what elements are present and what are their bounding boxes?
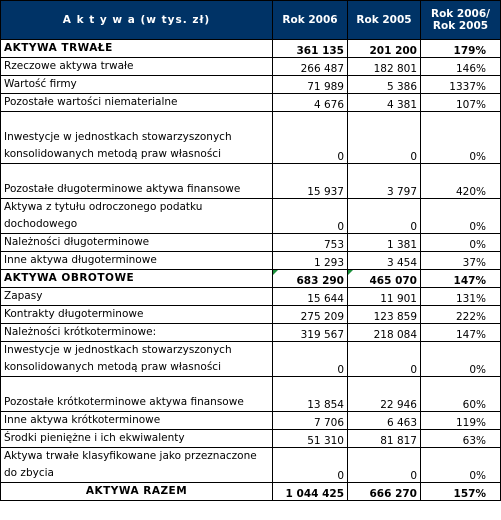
- table-row: [1, 112, 501, 164]
- row-label: Należności krótkoterminowe:: [1, 324, 273, 342]
- value-2005: 0: [348, 112, 421, 164]
- row-label: Należności długoterminowe: [1, 234, 273, 252]
- value-2006: 0: [273, 342, 348, 377]
- row-label: Rzeczowe aktywa trwałe: [1, 58, 273, 76]
- header-ratio-line1: Rok 2006/: [431, 8, 490, 20]
- header-assets-label: A k t y w a (w tys. zł): [1, 1, 273, 40]
- value-2006: 4 676: [273, 94, 348, 112]
- value-2005: 666 270: [348, 483, 421, 501]
- table-row: [1, 324, 501, 342]
- value-2005: 123 859: [348, 306, 421, 324]
- ratio-value: 1337%: [421, 76, 501, 94]
- ratio-value: 179%: [421, 40, 501, 58]
- value-2006: 361 135: [273, 40, 348, 58]
- row-label: Inwestycje w jednostkach stowarzyszonych konsolidowanych metodą praw własności: [1, 112, 273, 164]
- value-2005: 201 200: [348, 40, 421, 58]
- header-ratio: [421, 1, 501, 40]
- ratio-value: 147%: [421, 270, 501, 288]
- table-row-assets-total: [1, 483, 501, 501]
- value-2005: 81 817: [348, 430, 421, 448]
- value-2005: 11 901: [348, 288, 421, 306]
- ratio-value: 131%: [421, 288, 501, 306]
- row-label: Pozostałe wartości niematerialne: [1, 94, 273, 112]
- row-label: Pozostałe długoterminowe aktywa finansowe: [1, 164, 273, 199]
- row-label: AKTYWA RAZEM: [1, 483, 273, 501]
- value-2006: 13 854: [273, 377, 348, 412]
- value-2005: 218 084: [348, 324, 421, 342]
- value-2006: 275 209: [273, 306, 348, 324]
- table-row-current-assets-total: [1, 270, 501, 288]
- row-label: Aktywa z tytułu odroczonego podatku dochodowego: [1, 199, 273, 234]
- value-2005: 5 386: [348, 76, 421, 94]
- ratio-value: 157%: [421, 483, 501, 501]
- row-label: Zapasy: [1, 288, 273, 306]
- ratio-value: 147%: [421, 324, 501, 342]
- value-2006: 15 937: [273, 164, 348, 199]
- header-row: [1, 1, 501, 40]
- value-2005: 182 801: [348, 58, 421, 76]
- ratio-value: 63%: [421, 430, 501, 448]
- table-row: [1, 306, 501, 324]
- row-label: Pozostałe krótkoterminowe aktywa finansowe: [1, 377, 273, 412]
- value-2006: 51 310: [273, 430, 348, 448]
- row-label: Aktywa trwałe klasyfikowane jako przeznaczone do zbycia: [1, 448, 273, 483]
- ratio-value: 37%: [421, 252, 501, 270]
- value-2006: 1 293: [273, 252, 348, 270]
- row-label: AKTYWA OBROTOWE: [1, 270, 273, 288]
- row-label: Inne aktywa długoterminowe: [1, 252, 273, 270]
- value-2005: 6 463: [348, 412, 421, 430]
- table-row: [1, 76, 501, 94]
- table-row: [1, 199, 501, 234]
- value-2006: 15 644: [273, 288, 348, 306]
- value-2006: 0: [273, 448, 348, 483]
- ratio-value: 0%: [421, 234, 501, 252]
- ratio-value: 119%: [421, 412, 501, 430]
- ratio-value: 0%: [421, 448, 501, 483]
- table-row: [1, 252, 501, 270]
- value-2006: 683 290: [273, 270, 348, 288]
- table-row: [1, 448, 501, 483]
- table-row: [1, 58, 501, 76]
- value-2005: 1 381: [348, 234, 421, 252]
- value-2005: 0: [348, 342, 421, 377]
- table-row: [1, 430, 501, 448]
- ratio-value: 146%: [421, 58, 501, 76]
- value-2005: 0: [348, 199, 421, 234]
- ratio-value: 60%: [421, 377, 501, 412]
- value-2005: 4 381: [348, 94, 421, 112]
- table-row: [1, 288, 501, 306]
- ratio-value: 0%: [421, 112, 501, 164]
- value-2006: 71 989: [273, 76, 348, 94]
- row-label: Inne aktywa krótkoterminowe: [1, 412, 273, 430]
- ratio-value: 107%: [421, 94, 501, 112]
- table-row: [1, 412, 501, 430]
- header-year-2006: Rok 2006: [273, 1, 348, 40]
- table-row: [1, 94, 501, 112]
- ratio-value: 0%: [421, 342, 501, 377]
- table-row: [1, 342, 501, 377]
- value-2005: 22 946: [348, 377, 421, 412]
- row-label: Środki pieniężne i ich ekwiwalenty: [1, 430, 273, 448]
- table-row: [1, 164, 501, 199]
- header-year-2005: Rok 2005: [348, 1, 421, 40]
- row-label: Kontrakty długoterminowe: [1, 306, 273, 324]
- value-2005: 0: [348, 448, 421, 483]
- value-2006: 753: [273, 234, 348, 252]
- value-2006: 1 044 425: [273, 483, 348, 501]
- value-2006: 0: [273, 112, 348, 164]
- ratio-value: 222%: [421, 306, 501, 324]
- value-2006: 0: [273, 199, 348, 234]
- ratio-value: 420%: [421, 164, 501, 199]
- value-2006: 319 567: [273, 324, 348, 342]
- value-2006: 7 706: [273, 412, 348, 430]
- table-row: [1, 234, 501, 252]
- row-label: Inwestycje w jednostkach stowarzyszonych konsolidowanych metodą praw własności: [1, 342, 273, 377]
- table-row: [1, 377, 501, 412]
- row-label: AKTYWA TRWAŁE: [1, 40, 273, 58]
- header-ratio-line2: Rok 2005: [432, 20, 489, 32]
- row-label: Wartość firmy: [1, 76, 273, 94]
- ratio-value: 0%: [421, 199, 501, 234]
- value-2006: 266 487: [273, 58, 348, 76]
- value-2005: 3 797: [348, 164, 421, 199]
- table-row-fixed-assets-total: [1, 40, 501, 58]
- value-2005: 3 454: [348, 252, 421, 270]
- value-2005: 465 070: [348, 270, 421, 288]
